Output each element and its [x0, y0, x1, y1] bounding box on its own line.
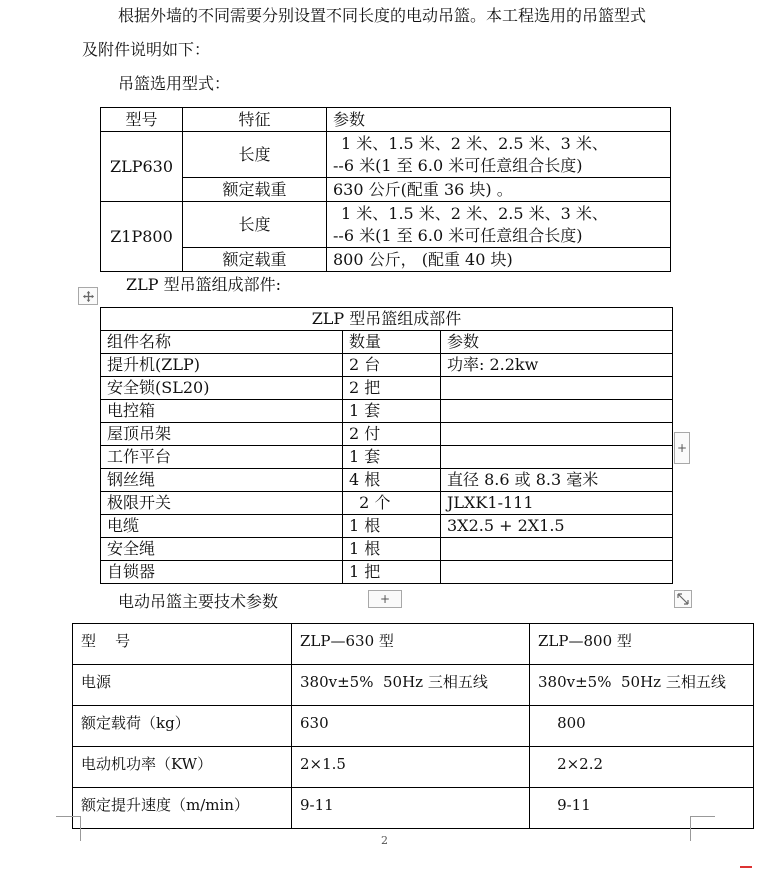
- component-name: 安全锁(SL20): [101, 377, 343, 400]
- heading-components: ZLP 型吊篮组成部件:: [126, 275, 281, 294]
- component-qty: 1 把: [343, 561, 441, 584]
- length-value: [327, 132, 671, 178]
- component-name: 提升机(ZLP): [101, 354, 343, 377]
- header-param: 参数: [441, 331, 673, 354]
- table-row: [73, 747, 754, 788]
- zlp630-value: ZLP—630 型: [292, 624, 530, 665]
- component-param: [441, 538, 673, 561]
- component-param: [441, 377, 673, 400]
- component-param: [441, 446, 673, 469]
- table-row: [101, 515, 673, 538]
- component-name: 电控箱: [101, 400, 343, 423]
- zlp800-value: 9-11: [530, 788, 754, 829]
- component-qty: 4 根: [343, 469, 441, 492]
- page-number: 2: [381, 834, 388, 847]
- page-corner-mark: [56, 816, 81, 841]
- component-param: [441, 400, 673, 423]
- component-qty: 2 付: [343, 423, 441, 446]
- component-qty: 1 根: [343, 515, 441, 538]
- components-title: ZLP 型吊篮组成部件: [101, 308, 673, 331]
- param-name: 型 号: [73, 624, 292, 665]
- plus-icon[interactable]: +: [674, 432, 690, 464]
- zlp630-value: 2×1.5: [292, 747, 530, 788]
- table-row: [101, 492, 673, 515]
- header-param: 参数: [327, 108, 671, 132]
- component-param: JLXK1-111: [441, 492, 673, 515]
- table-row: [73, 665, 754, 706]
- component-qty: 1 套: [343, 446, 441, 469]
- components-table: [100, 307, 673, 584]
- component-name: 屋顶吊架: [101, 423, 343, 446]
- load-value: 630 公斤(配重 36 块) 。: [327, 178, 671, 202]
- length-line-2: --6 米(1 至 6.0 米可任意组合长度): [333, 225, 583, 245]
- length-label: 长度: [183, 132, 327, 178]
- param-name: 额定提升速度（m/min）: [73, 788, 292, 829]
- param-name: 电动机功率（KW）: [73, 747, 292, 788]
- table-row: [101, 400, 673, 423]
- zlp800-value: 800: [530, 706, 754, 747]
- component-param: 功率: 2.2kw: [441, 354, 673, 377]
- load-value: 800 公斤， (配重 40 块): [327, 248, 671, 272]
- table-row: [101, 377, 673, 400]
- move-icon[interactable]: [78, 287, 98, 305]
- table-row: [101, 561, 673, 584]
- component-qty: 1 套: [343, 400, 441, 423]
- table-row: [101, 538, 673, 561]
- zlp630-value: 9-11: [292, 788, 530, 829]
- page-corner-mark: [690, 816, 715, 841]
- zlp630-value: 630: [292, 706, 530, 747]
- length-line-1: 1 米、1.5 米、2 米、2.5 米、3 米、: [341, 133, 608, 153]
- component-qty: 2 把: [343, 377, 441, 400]
- table-row: [73, 788, 754, 829]
- component-name: 工作平台: [101, 446, 343, 469]
- component-param: 直径 8.6 或 8.3 毫米: [441, 469, 673, 492]
- table-row: [101, 423, 673, 446]
- length-line-2: --6 米(1 至 6.0 米可任意组合长度): [333, 155, 583, 175]
- zlp800-value: 2×2.2: [530, 747, 754, 788]
- intro-line-1: 根据外墙的不同需要分别设置不同长度的电动吊篮。本工程选用的吊篮型式: [118, 6, 647, 25]
- length-line-1: 1 米、1.5 米、2 米、2.5 米、3 米、: [341, 203, 608, 223]
- component-name: 自锁器: [101, 561, 343, 584]
- red-mark: [740, 866, 752, 868]
- component-name: 极限开关: [101, 492, 343, 515]
- header-name: 组件名称: [101, 331, 343, 354]
- param-name: 额定载荷（kg）: [73, 706, 292, 747]
- table-row: [101, 446, 673, 469]
- component-param: [441, 561, 673, 584]
- tech-params-table: [72, 623, 754, 829]
- component-qty: 1 根: [343, 538, 441, 561]
- resize-icon[interactable]: [674, 590, 692, 608]
- intro-line-2: 及附件说明如下：: [82, 40, 211, 59]
- zlp800-value: ZLP—800 型: [530, 624, 754, 665]
- component-param: 3X2.5 + 2X1.5: [441, 515, 673, 538]
- heading-tech-params: 电动吊篮主要技术参数: [118, 592, 279, 611]
- header-feature: 特征: [183, 108, 327, 132]
- component-name: 钢丝绳: [101, 469, 343, 492]
- component-qty: 2 台: [343, 354, 441, 377]
- table-row: [73, 624, 754, 665]
- table-row: [73, 706, 754, 747]
- header-model: 型号: [101, 108, 183, 132]
- tech-params-body: [73, 624, 754, 829]
- table-row: [101, 354, 673, 377]
- length-label: 长度: [183, 202, 327, 248]
- component-name: 安全绳: [101, 538, 343, 561]
- basket-type-table: [100, 107, 671, 272]
- load-label: 额定载重: [183, 178, 327, 202]
- param-name: 电源: [73, 665, 292, 706]
- length-value: [327, 202, 671, 248]
- heading-basket-types: 吊篮选用型式：: [118, 74, 231, 93]
- plus-icon[interactable]: +: [368, 590, 402, 608]
- zlp630-value: 380v±5% 50Hz 三相五线: [292, 665, 530, 706]
- load-label: 额定载重: [183, 248, 327, 272]
- component-param: [441, 423, 673, 446]
- header-qty: 数量: [343, 331, 441, 354]
- component-qty: 2 个: [343, 492, 441, 515]
- zlp800-value: 380v±5% 50Hz 三相五线: [530, 665, 754, 706]
- components-body: [101, 354, 673, 584]
- table-row: [101, 469, 673, 492]
- model-cell: ZLP630: [101, 132, 183, 202]
- component-name: 电缆: [101, 515, 343, 538]
- model-cell: Z1P800: [101, 202, 183, 272]
